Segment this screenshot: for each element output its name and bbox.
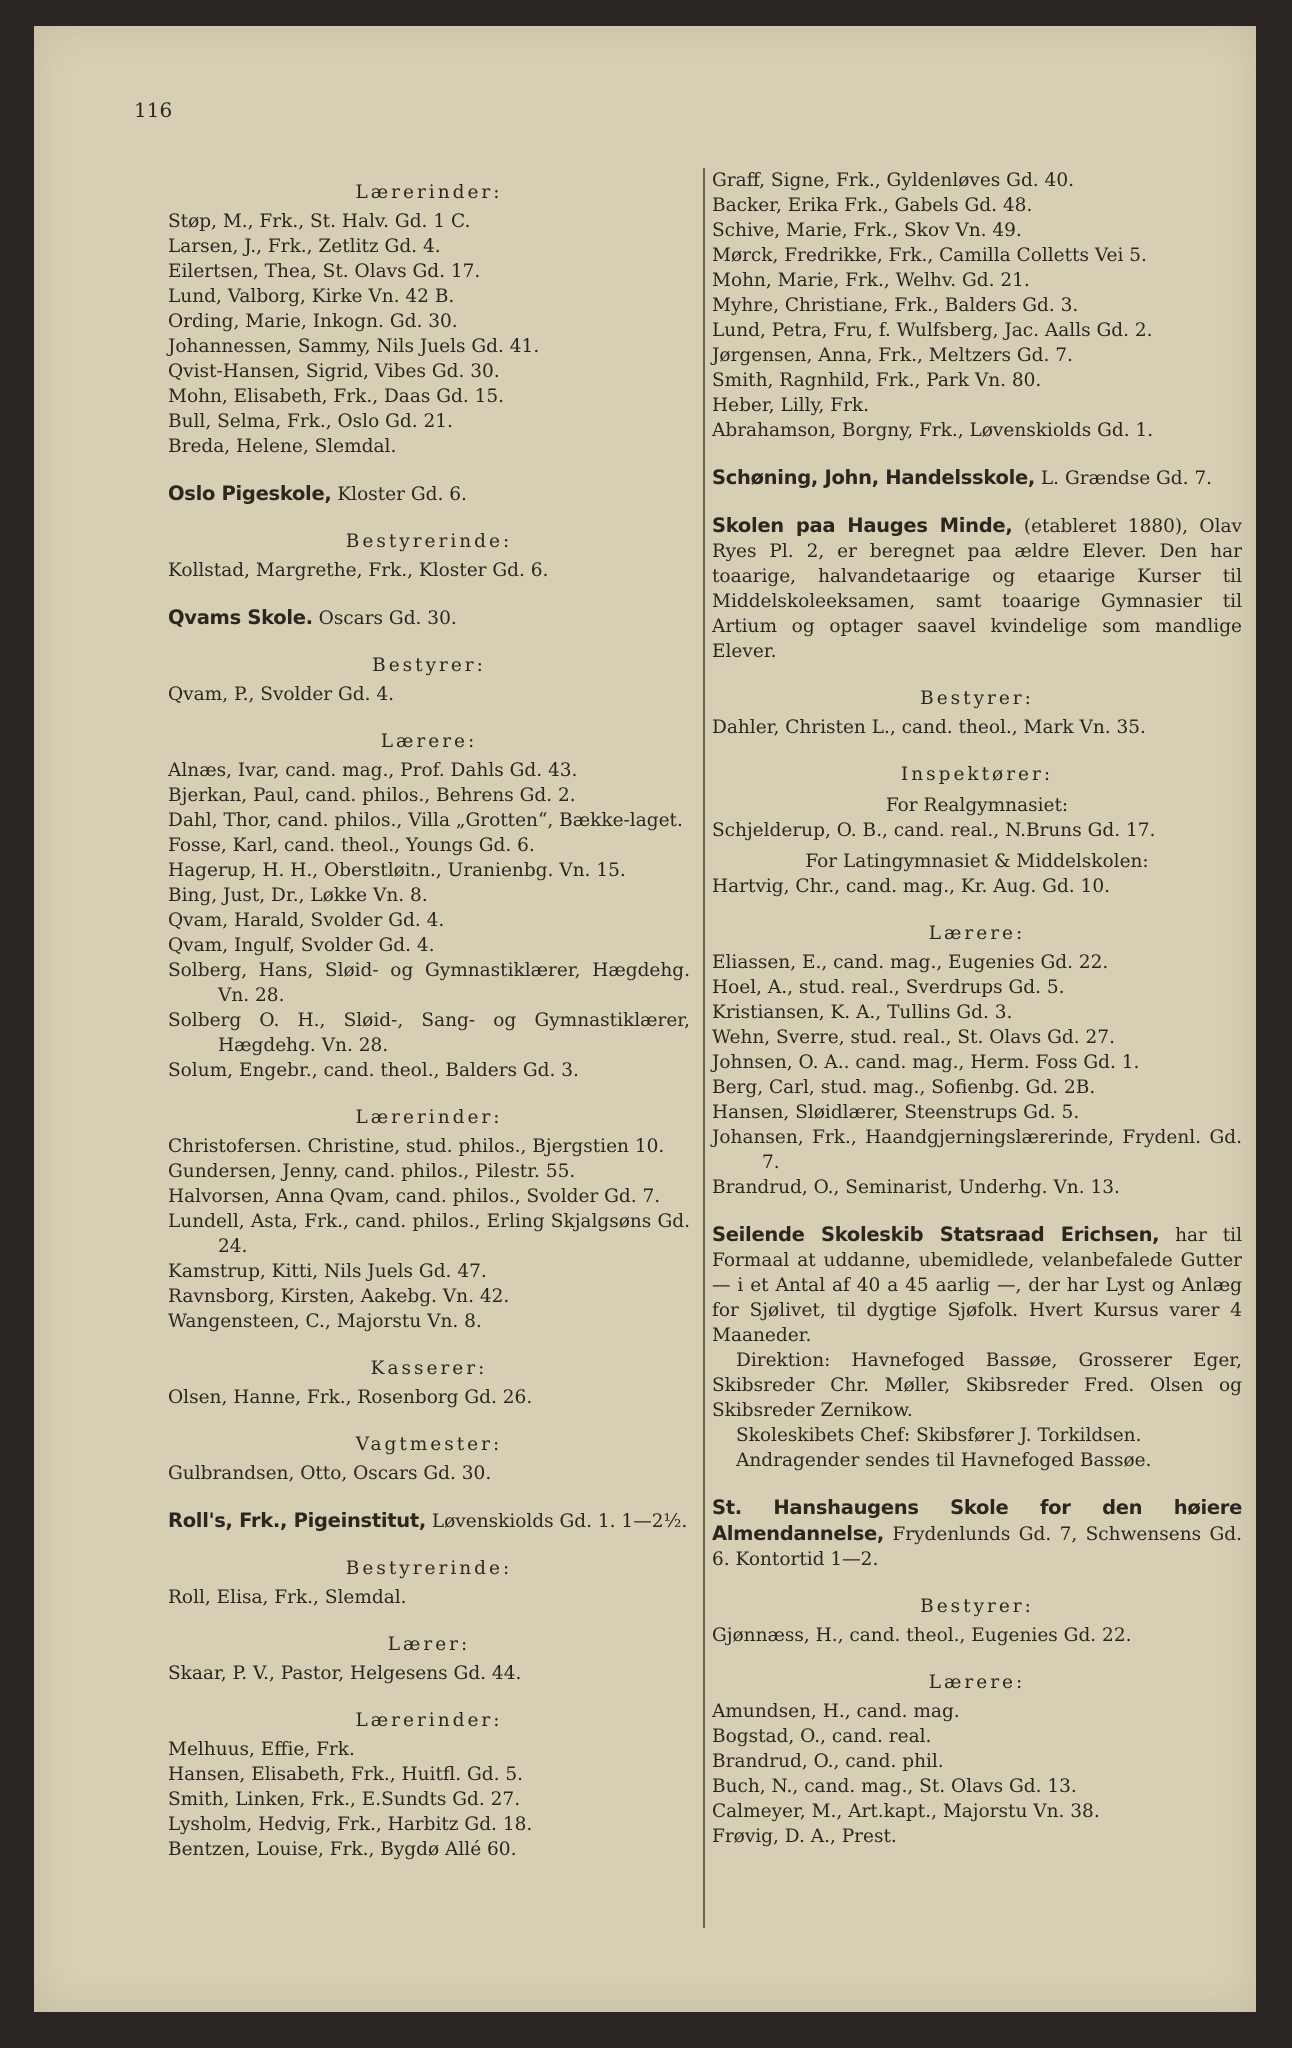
section-heading: Lærerinder:	[355, 1710, 503, 1731]
section-heading: Lærere:	[380, 731, 478, 752]
person-entry: Solberg, Hans, Sløid- og Gymnastiklærer, Hægdehg. Vn. 28.	[168, 960, 690, 1006]
section-heading: Lærerinder:	[355, 182, 503, 203]
note-paragraph: Skoleskibets Chef: Skibsfører J. Torkildsen.	[736, 1425, 1142, 1446]
person-entry: Lundell, Asta, Frk., cand. philos., Erling Skjalgsøns Gd. 24.	[168, 1211, 690, 1257]
person-entry: Berg, Carl, stud. mag., Sofienbg. Gd. 2B.	[712, 1077, 1096, 1098]
column-divider	[703, 168, 705, 1928]
person-entry: Mørck, Fredrikke, Frk., Camilla Colletts Vei 5.	[712, 245, 1147, 266]
person-entry: Melhuus, Effie, Frk.	[168, 1739, 355, 1760]
section-heading: Bestyrerinde:	[345, 1558, 513, 1579]
person-entry: Schive, Marie, Frk., Skov Vn. 49.	[712, 220, 1022, 241]
person-entry: Solum, Engebr., cand. theol., Balders Gd. 3.	[168, 1060, 579, 1081]
section-heading: Lærer:	[387, 1634, 471, 1655]
person-entry: Johansen, Frk., Haandgjerningslærerinde, Frydenl. Gd. 7.	[712, 1127, 1242, 1173]
person-entry: Bjerkan, Paul, cand. philos., Behrens Gd. 2.	[168, 785, 576, 806]
institution-details: Frydenlunds Gd. 7, Schwensens Gd. 6. Kontortid 1—2.	[712, 1524, 1242, 1570]
person-entry: Kollstad, Margrethe, Frk., Kloster Gd. 6.	[168, 560, 549, 581]
person-entry: Lysholm, Hedvig, Frk., Harbitz Gd. 18.	[168, 1814, 533, 1835]
person-entry: Johannessen, Sammy, Nils Juels Gd. 41.	[168, 336, 540, 357]
institution-entry	[168, 1508, 690, 1534]
person-entry: Bing, Just, Dr., Løkke Vn. 8.	[168, 885, 428, 906]
person-entry: Qvam, Ingulf, Svolder Gd. 4.	[168, 935, 435, 956]
person-entry: Hansen, Sløidlærer, Steenstrups Gd. 5.	[712, 1102, 1080, 1123]
person-entry: Backer, Erika Frk., Gabels Gd. 48.	[712, 195, 1033, 216]
person-entry: Hagerup, H. H., Oberstløitn., Uranienbg. Vn. 15.	[168, 860, 626, 881]
institution-name: Seilende Skoleskib Statsraad Erichsen,	[712, 1223, 1160, 1246]
section-heading: Bestyrer:	[920, 1596, 1034, 1617]
person-entry: Abrahamson, Borgny, Frk., Løvenskiolds Gd. 1.	[712, 420, 1154, 441]
left-column	[168, 170, 690, 1862]
person-entry: Myhre, Christiane, Frk., Balders Gd. 3.	[712, 295, 1079, 316]
person-entry: Qvam, Harald, Svolder Gd. 4.	[168, 910, 445, 931]
institution-details: L. Grændse Gd. 7.	[1035, 468, 1213, 489]
person-entry: Wangensteen, C., Majorstu Vn. 8.	[168, 1311, 482, 1332]
person-entry: Dahler, Christen L., cand. theol., Mark Vn. 35.	[712, 717, 1146, 738]
person-entry: Brandrud, O., cand. phil.	[712, 1751, 944, 1772]
person-entry: Gjønnæss, H., cand. theol., Eugenies Gd. 22.	[712, 1625, 1132, 1646]
person-entry: Wehn, Sverre, stud. real., St. Olavs Gd. 27.	[712, 1027, 1115, 1048]
person-entry: Gulbrandsen, Otto, Oscars Gd. 30.	[168, 1463, 492, 1484]
person-entry: Alnæs, Ivar, cand. mag., Prof. Dahls Gd. 43.	[168, 760, 578, 781]
institution-details: har til Formaal at uddanne, ubemidlede, velanbefalede Gutter — i et Antal af 40 a 45 aarlig —, der har Lyst og Anlæg for Sjølivet, til dygtige Sjøfolk. Hvert Kursus varer 4 Maaneder.	[712, 1225, 1242, 1346]
person-entry: Ravnsborg, Kirsten, Aakebg. Vn. 42.	[168, 1286, 510, 1307]
person-entry: Frøvig, D. A., Prest.	[712, 1826, 897, 1847]
institution-name: Schøning, John, Handelsskole,	[712, 466, 1036, 489]
page-number: 116	[134, 98, 173, 122]
section-heading: Lærere:	[928, 923, 1026, 944]
institution-details: Løvenskiolds Gd. 1. 1—2½.	[426, 1511, 688, 1532]
institution-name: St. Hanshaugens Skole for den høiere Almendannelse,	[712, 1496, 1242, 1545]
person-entry: Breda, Helene, Slemdal.	[168, 436, 397, 457]
person-entry: Ording, Marie, Inkogn. Gd. 30.	[168, 311, 458, 332]
person-entry: Brandrud, O., Seminarist, Underhg. Vn. 13.	[712, 1177, 1120, 1198]
note-paragraph: Andragender sendes til Havnefoged Bassøe.	[736, 1450, 1152, 1471]
person-entry: Eilertsen, Thea, St. Olavs Gd. 17.	[168, 261, 481, 282]
person-entry: Larsen, J., Frk., Zetlitz Gd. 4.	[168, 236, 441, 257]
institution-entry	[712, 1222, 1242, 1348]
section-heading: Lærere:	[928, 1672, 1026, 1693]
section-heading: Lærerinder:	[355, 1107, 503, 1128]
institution-name: Roll's, Frk., Pigeinstitut,	[168, 1509, 426, 1532]
person-entry: Mohn, Marie, Frk., Welhv. Gd. 21.	[712, 270, 1030, 291]
person-entry: Halvorsen, Anna Qvam, cand. philos., Svolder Gd. 7.	[168, 1186, 661, 1207]
section-heading: Kasserer:	[370, 1358, 488, 1379]
person-entry: Heber, Lilly, Frk.	[712, 395, 870, 416]
section-heading: Inspektører:	[900, 764, 1054, 785]
person-entry: Bogstad, O., cand. real.	[712, 1726, 932, 1747]
person-entry: Qvist-Hansen, Sigrid, Vibes Gd. 30.	[168, 361, 500, 382]
person-entry: Bentzen, Louise, Frk., Bygdø Allé 60.	[168, 1839, 517, 1860]
person-entry: Fosse, Karl, cand. theol., Youngs Gd. 6.	[168, 835, 535, 856]
institution-entry	[168, 481, 690, 507]
note-paragraph: Direktion: Havnefoged Bassøe, Grosserer Eger, Skibsreder Chr. Møller, Skibsreder Fred. Olsen og Skibsreder Zernikow.	[712, 1350, 1242, 1421]
person-entry: Graff, Signe, Frk., Gyldenløves Gd. 40.	[712, 170, 1074, 191]
institution-entry	[168, 605, 690, 631]
person-entry: Qvam, P., Svolder Gd. 4.	[168, 684, 395, 705]
person-entry: Jørgensen, Anna, Frk., Meltzers Gd. 7.	[712, 345, 1073, 366]
person-entry: Hansen, Elisabeth, Frk., Huitfl. Gd. 5.	[168, 1764, 524, 1785]
institution-name: Oslo Pigeskole,	[168, 482, 332, 505]
person-entry: Skaar, P. V., Pastor, Helgesens Gd. 44.	[168, 1663, 522, 1684]
person-entry: Gundersen, Jenny, cand. philos., Pilestr. 55.	[168, 1161, 576, 1182]
institution-name: Skolen paa Hauges Minde,	[712, 514, 1013, 537]
subheading: For Realgymnasiet:	[885, 795, 1069, 816]
section-heading: Bestyrer:	[920, 688, 1034, 709]
person-entry: Buch, N., cand. mag., St. Olavs Gd. 13.	[712, 1776, 1077, 1797]
person-entry: Dahl, Thor, cand. philos., Villa „Grotten“, Bække-laget.	[168, 810, 683, 831]
institution-details: (etableret 1880), Olav Ryes Pl. 2, er beregnet paa ældre Elever. Den har toaarige, halvandetaarige og etaarige Kurser til Middelskoleeksamen, samt toaarige Gymnasier til Artium og optager saavel kvindelige som mandlige Elever.	[712, 516, 1242, 662]
person-entry: Lund, Petra, Fru, f. Wulfsberg, Jac. Aalls Gd. 2.	[712, 320, 1153, 341]
institution-details: Oscars Gd. 30.	[312, 608, 457, 629]
person-entry: Smith, Ragnhild, Frk., Park Vn. 80.	[712, 370, 1042, 391]
person-entry: Calmeyer, M., Art.kapt., Majorstu Vn. 38.	[712, 1801, 1100, 1822]
person-entry: Olsen, Hanne, Frk., Rosenborg Gd. 26.	[168, 1387, 533, 1408]
person-entry: Schjelderup, O. B., cand. real., N.Bruns Gd. 17.	[712, 820, 1156, 841]
person-entry: Kristiansen, K. A., Tullins Gd. 3.	[712, 1002, 1013, 1023]
person-entry: Amundsen, H., cand. mag.	[712, 1701, 960, 1722]
person-entry: Hoel, A., stud. real., Sverdrups Gd. 5.	[712, 977, 1065, 998]
person-entry: Solberg O. H., Sløid-, Sang- og Gymnastiklærer, Hægdehg. Vn. 28.	[168, 1010, 690, 1056]
person-entry: Hartvig, Chr., cand. mag., Kr. Aug. Gd. 10.	[712, 876, 1110, 897]
person-entry: Lund, Valborg, Kirke Vn. 42 B.	[168, 286, 455, 307]
person-entry: Roll, Elisa, Frk., Slemdal.	[168, 1587, 407, 1608]
person-entry: Christofersen. Christine, stud. philos., Bjergstien 10.	[168, 1136, 665, 1157]
person-entry: Eliassen, E., cand. mag., Eugenies Gd. 22.	[712, 952, 1109, 973]
institution-entry	[712, 1495, 1242, 1572]
person-entry: Støp, M., Frk., St. Halv. Gd. 1 C.	[168, 211, 471, 232]
person-entry: Smith, Linken, Frk., E.Sundts Gd. 27.	[168, 1789, 521, 1810]
institution-entry	[712, 513, 1242, 664]
institution-details: Kloster Gd. 6.	[331, 484, 467, 505]
section-heading: Bestyrer:	[372, 655, 486, 676]
subheading: For Latingymnasiet & Middelskolen:	[805, 851, 1149, 872]
section-heading: Vagtmester:	[355, 1434, 503, 1455]
person-entry: Mohn, Elisabeth, Frk., Daas Gd. 15.	[168, 386, 505, 407]
person-entry: Kamstrup, Kitti, Nils Juels Gd. 47.	[168, 1261, 487, 1282]
institution-name: Qvams Skole.	[168, 606, 313, 629]
institution-entry	[712, 465, 1242, 491]
section-heading: Bestyrerinde:	[345, 531, 513, 552]
person-entry: Bull, Selma, Frk., Oslo Gd. 21.	[168, 411, 453, 432]
person-entry: Johnsen, O. A.. cand. mag., Herm. Foss Gd. 1.	[712, 1052, 1140, 1073]
right-column	[712, 168, 1242, 1849]
